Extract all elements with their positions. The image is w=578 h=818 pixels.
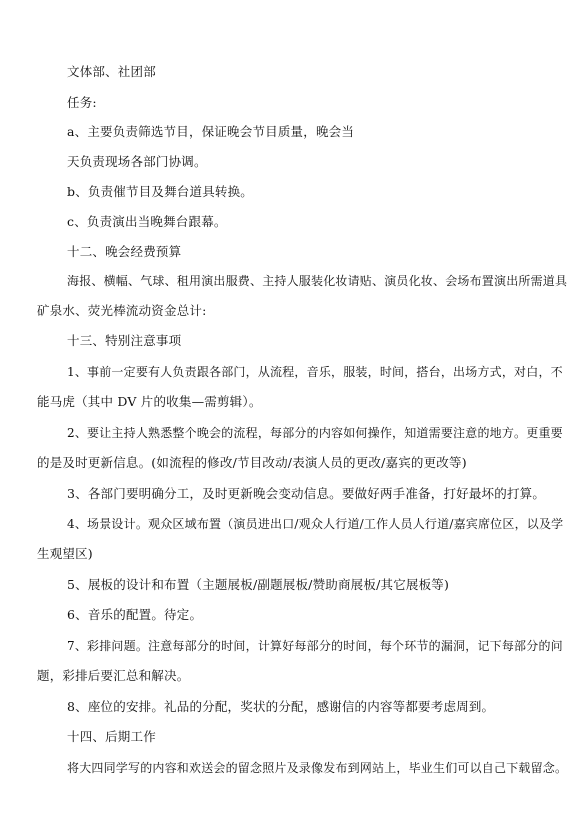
task-c: c、负责演出当晚舞台跟幕。 <box>67 214 227 229</box>
note-7-line-1: 7、彩排问题。注意每部分的时间，计算好每部分的时间，每个环节的漏洞，记下每部分的问 <box>67 639 563 653</box>
note-5: 5、展板的设计和布置（主题展板/副题展板/赞助商展板/其它展板等) <box>67 577 450 592</box>
task-b: b、负责催节目及舞台道具转换。 <box>67 184 254 199</box>
note-2-line-2: 的是及时更新信息。(如流程的修改/节目改动/表演人员的更改/嘉宾的更改等) <box>37 455 467 470</box>
section-heading-budget: 十二、晚会经费预算 <box>67 244 182 259</box>
note-6: 6、音乐的配置。待定。 <box>67 607 203 622</box>
budget-line-2: 矿泉水、荧光棒流动资金总计: <box>37 303 207 318</box>
note-8: 8、座位的安排。礼品的分配，奖状的分配，感谢信的内容等都要考虑周到。 <box>67 699 495 714</box>
section-heading-follow-up: 十四、后期工作 <box>67 729 156 744</box>
note-4-line-2: 生观望区) <box>37 546 93 561</box>
section-heading-notes: 十三、特别注意事项 <box>67 333 182 348</box>
follow-up-line: 将大四同学写的内容和欢送会的留念照片及录像发布到网站上，毕业生们可以自己下载留念。 <box>67 761 568 775</box>
tasks-label: 任务: <box>67 95 97 110</box>
note-1-line-1: 1、事前一定要有人负责跟各部门，从流程，音乐，服装，时间，搭台，出场方式，对白，不 <box>67 365 563 379</box>
note-1-line-2: 能马虎（其中 DV 片的收集—需剪辑）。 <box>37 394 262 409</box>
task-a-line-2: 天负责现场各部门协调。 <box>67 154 207 169</box>
note-4-line-1: 4、场景设计。观众区域布置（演员进出口/观众人行道/工作人员人行道/嘉宾席位区，以及学 <box>67 517 564 531</box>
note-2-line-1: 2、要让主持人熟悉整个晚会的流程，每部分的内容如何操作，知道需要注意的地方。更重要 <box>67 426 563 440</box>
section-heading-culture-sports: 文体部、社团部 <box>67 64 156 79</box>
note-3: 3、各部门要明确分工，及时更新晚会变动信息。要做好两手准备，打好最坏的打算。 <box>67 486 546 501</box>
note-7-line-2: 题，彩排后要汇总和解决。 <box>37 668 190 683</box>
budget-line-1: 海报、横幅、气球、租用演出服费、主持人服装化妆请贴、演员化妆、会场布置演出所需道具 <box>67 274 568 288</box>
task-a-line-1: a、主要负责筛选节目，保证晚会节目质量，晚会当 <box>67 124 355 139</box>
